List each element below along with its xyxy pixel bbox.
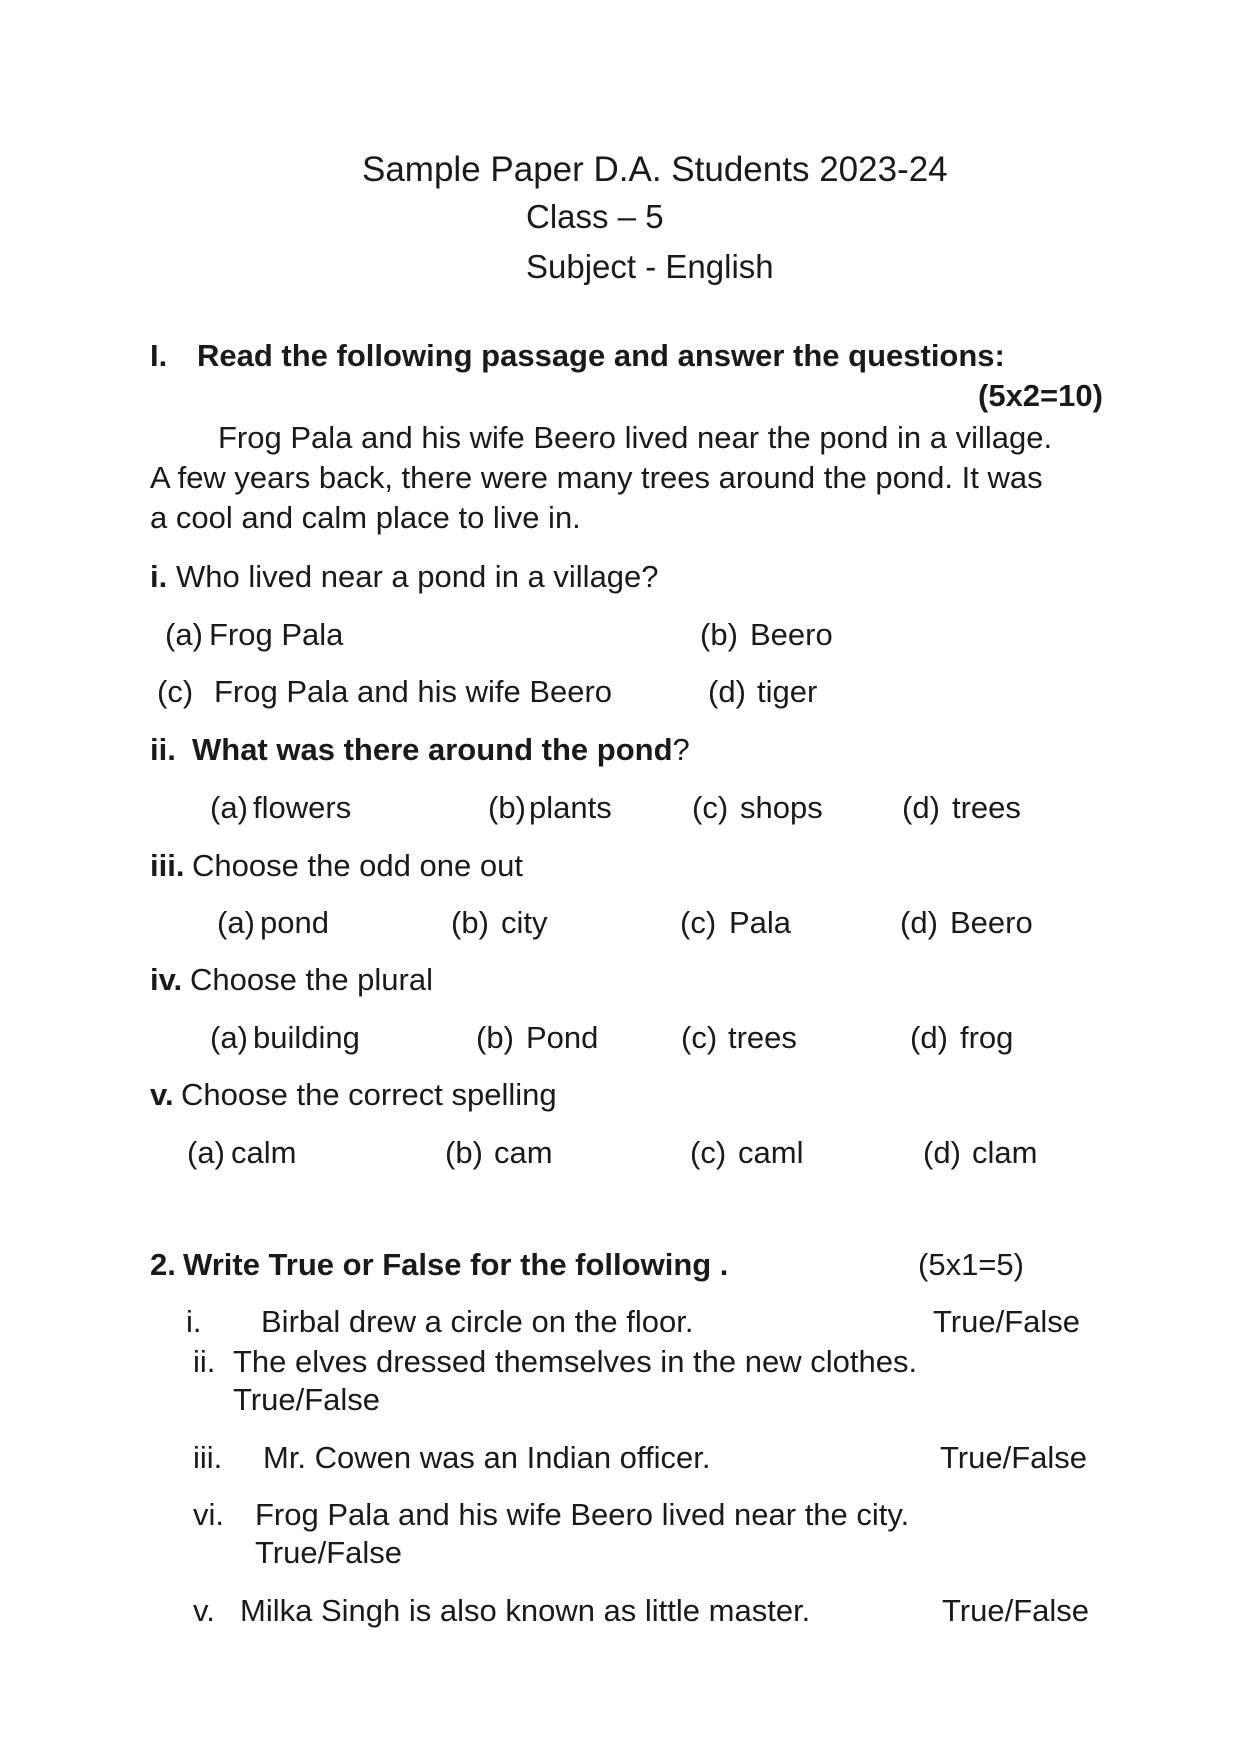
question-text: Who lived near a pond in a village? [176,559,659,594]
option-label: (a) [210,1020,248,1055]
tf-item-number: vi. [193,1497,224,1532]
question-text: Choose the correct spelling [181,1077,557,1112]
section-2-number: 2. [150,1247,176,1282]
question-number: ii. [150,732,176,767]
tf-item-answer: True/False [233,1382,381,1417]
section-1-marks: (5x2=10) [978,378,1103,413]
tf-item-answer: True/False [933,1304,1081,1339]
option-text: trees [952,790,1021,825]
option-label: (c) [692,790,729,825]
tf-item-text: Milka Singh is also known as little master. [240,1593,811,1628]
subject-line: Subject - English [526,248,774,285]
section-2-marks: (5x1=5) [918,1247,1024,1282]
tf-item-text: Birbal drew a circle on the floor. [261,1304,694,1339]
tf-item-answer: True/False [255,1535,403,1570]
class-line: Class – 5 [526,198,664,235]
option-label: (b) [445,1135,483,1170]
option-label: (c) [680,905,717,940]
option-text: pond [260,905,329,940]
passage-line: Frog Pala and his wife Beero lived near the pond in a village. [218,420,1053,455]
tf-item-number: v. [193,1593,215,1628]
option-label: (b) [488,790,526,825]
tf-item-answer: True/False [940,1440,1088,1475]
option-label: (a) [217,905,255,940]
tf-item-number: ii. [193,1344,216,1379]
option-label: (d) [910,1020,948,1055]
option-text: trees [728,1020,797,1055]
tf-item-number: iii. [193,1440,223,1475]
section-2-heading: Write True or False for the following . [183,1247,729,1282]
option-text: Beero [750,617,833,652]
option-label: (b) [451,905,489,940]
option-text: calm [231,1135,297,1170]
tf-item-text: Frog Pala and his wife Beero lived near the city. [255,1497,910,1532]
section-1-number: I. [150,338,168,373]
option-label: (a) [187,1135,225,1170]
option-label: (d) [900,905,938,940]
option-text: city [501,905,548,940]
option-text: caml [738,1135,804,1170]
option-label: (b) [700,617,738,652]
option-text: tiger [757,674,818,709]
option-label: (a) [210,790,248,825]
passage-line: a cool and calm place to live in. [150,500,581,535]
tf-item-text: The elves dressed themselves in the new clothes. [233,1344,918,1379]
option-text: flowers [253,790,352,825]
option-label: (c) [681,1020,718,1055]
option-text: clam [972,1135,1038,1170]
option-label: (a) [165,617,203,652]
option-label: (d) [923,1135,961,1170]
question-text: Choose the odd one out [192,848,523,883]
passage-line: A few years back, there were many trees around the pond. It was [150,460,1043,495]
section-1-heading: Read the following passage and answer the questions: [197,338,1005,373]
option-text: frog [960,1020,1014,1055]
option-text: Beero [950,905,1033,940]
tf-item-text: Mr. Cowen was an Indian officer. [263,1440,711,1475]
tf-item-answer: True/False [942,1593,1090,1628]
question-text [192,732,690,768]
question-text: Choose the plural [190,962,433,997]
paper-title: Sample Paper D.A. Students 2023-24 [362,150,948,189]
option-label: (c) [157,674,194,709]
question-number: v. [150,1077,174,1112]
option-text: Pala [729,905,792,940]
option-label: (c) [690,1135,727,1170]
option-text: Frog Pala and his wife Beero [214,674,613,709]
question-number: i. [150,559,168,594]
question-number: iv. [150,962,183,997]
option-label: (b) [476,1020,514,1055]
question-mark: ? [672,732,690,767]
option-label: (d) [902,790,940,825]
option-text: building [253,1020,360,1055]
option-text: plants [529,790,612,825]
question-text-bold: What was there around the pond [192,732,673,767]
option-text: cam [494,1135,553,1170]
question-number: iii. [150,848,185,883]
option-text: Frog Pala [209,617,344,652]
option-label: (d) [708,674,746,709]
option-text: Pond [526,1020,599,1055]
option-text: shops [740,790,823,825]
tf-item-number: i. [186,1304,202,1339]
